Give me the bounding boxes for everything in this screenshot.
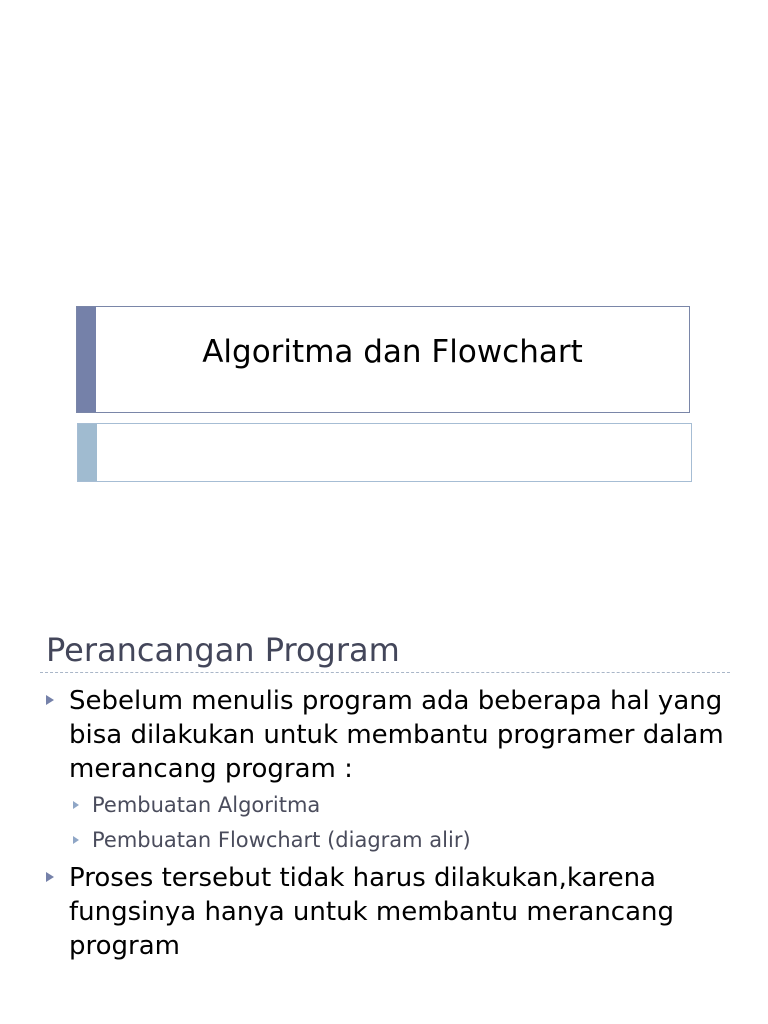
triangle-bullet-icon xyxy=(46,872,54,882)
title-placeholder xyxy=(76,306,690,413)
triangle-bullet-icon xyxy=(46,695,54,705)
subtitle-placeholder xyxy=(77,423,692,482)
list-item xyxy=(40,684,730,858)
slide-title: Algoritma dan Flowchart xyxy=(202,333,583,370)
title-accent-bar xyxy=(77,307,96,412)
slide-heading: Perancangan Program xyxy=(46,631,400,669)
heading-divider xyxy=(40,672,730,673)
subtitle-accent-bar xyxy=(78,424,97,481)
list-item xyxy=(40,861,730,963)
sub-list-item xyxy=(69,788,730,823)
sub-bullet-text: Pembuatan Flowchart (diagram alir) xyxy=(92,828,471,852)
sub-bullet-text: Pembuatan Algoritma xyxy=(92,793,321,817)
bullet-list xyxy=(40,684,730,966)
small-triangle-bullet-icon xyxy=(73,836,79,844)
bullet-text: Proses tersebut tidak harus dilakukan,karena fungsinya hanya untuk membantu merancang program xyxy=(69,863,675,961)
content-slide xyxy=(0,576,768,1024)
bullet-text: Sebelum menulis program ada beberapa hal yang bisa dilakukan untuk membantu programer dalam merancang program : xyxy=(69,686,724,784)
small-triangle-bullet-icon xyxy=(73,801,79,809)
sub-list-item xyxy=(69,823,730,858)
sub-bullet-list xyxy=(69,788,730,858)
